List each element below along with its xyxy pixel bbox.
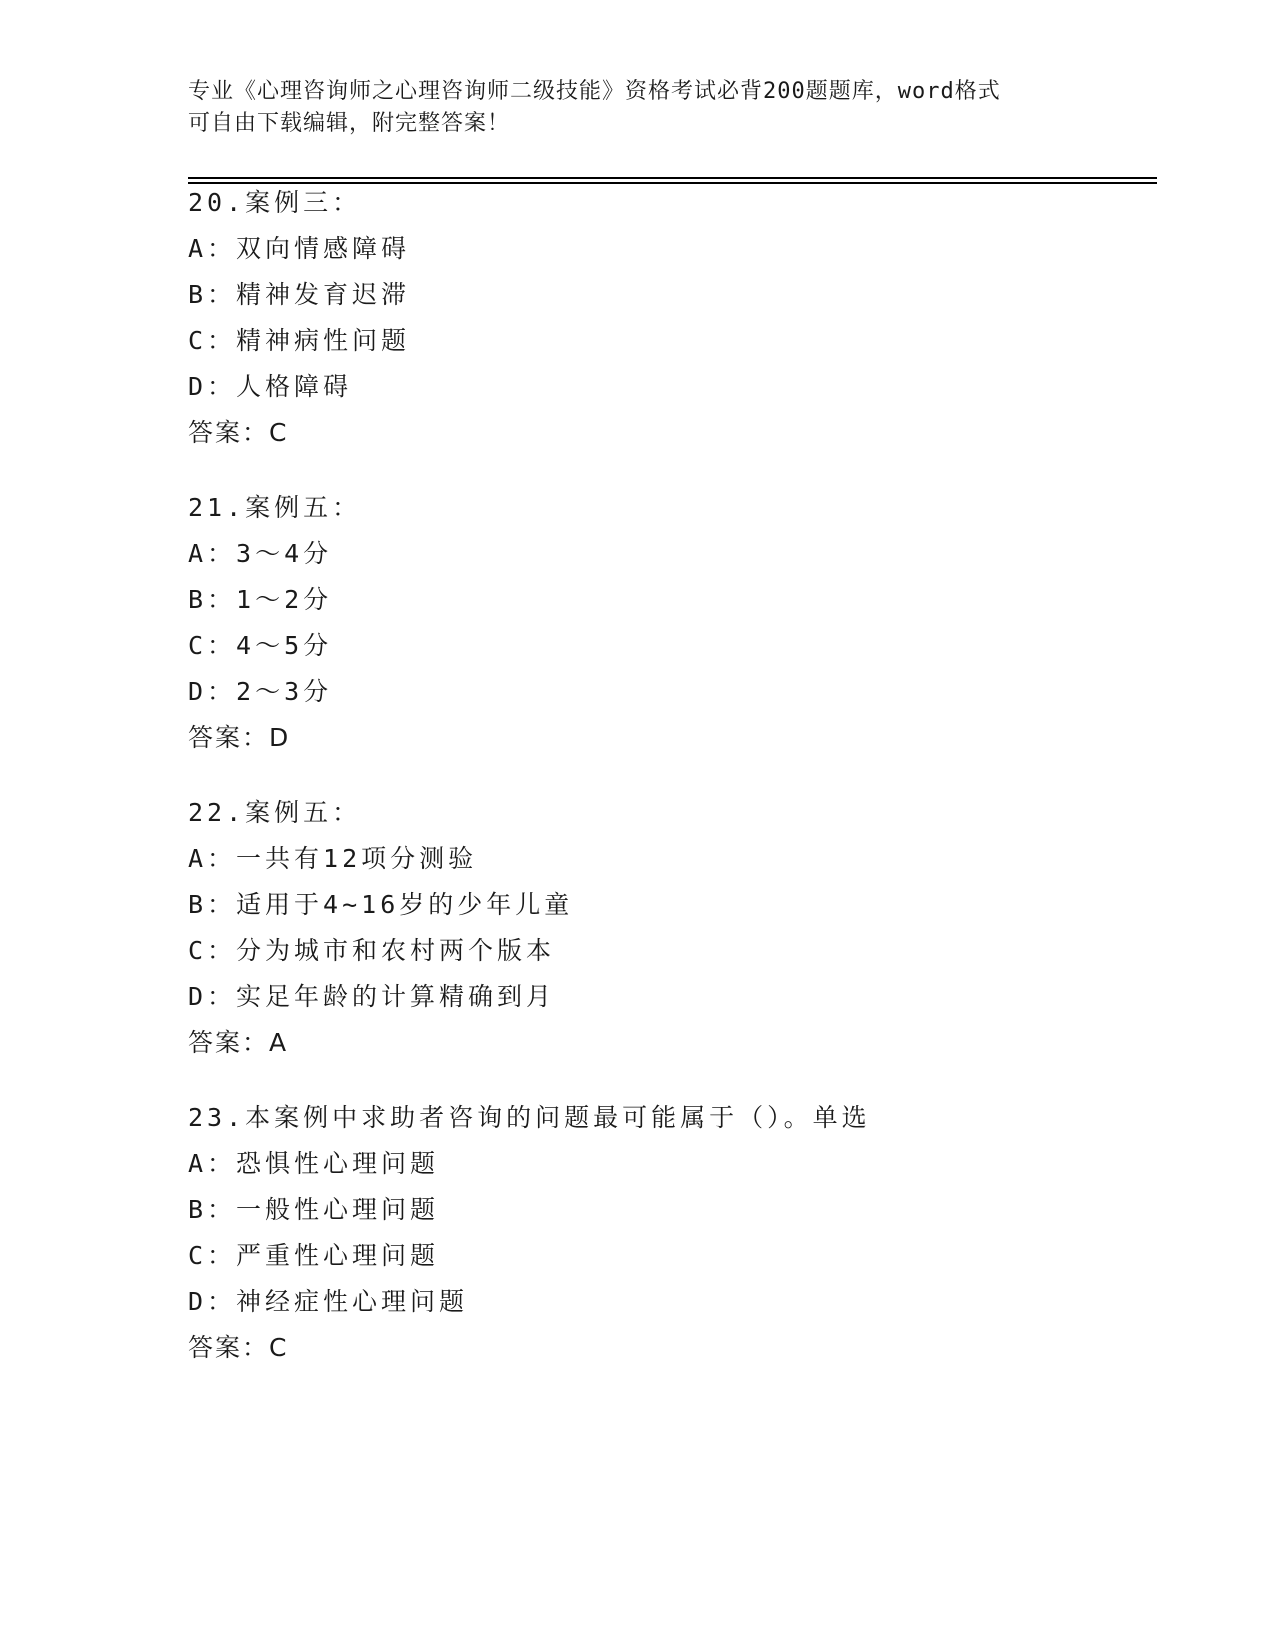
option-a: A：双向情感障碍 [188, 234, 411, 263]
option-c: C：分为城市和农村两个版本 [188, 936, 556, 965]
option-c: C：严重性心理问题 [188, 1241, 440, 1270]
option-d: D：神经症性心理问题 [188, 1287, 469, 1316]
question-stem: 20.案例三： [188, 188, 362, 217]
option-b: B：适用于4~16岁的少年儿童 [188, 890, 574, 919]
header-line-2: 可自由下载编辑，附完整答案！ [188, 111, 511, 136]
question-block [188, 790, 1148, 1066]
question-stem: 22.案例五： [188, 798, 362, 827]
option-b: B：1～2分 [188, 585, 333, 614]
question-stem: 21.案例五： [188, 493, 362, 522]
question-stem: 23.本案例中求助者咨询的问题最可能属于（）。单选 [188, 1103, 871, 1132]
question-block [188, 485, 1148, 761]
header-line-1: 专业《心理咨询师之心理咨询师二级技能》资格考试必背200题题库，word格式 [188, 79, 1001, 104]
document-header [188, 76, 1088, 140]
option-d: D：实足年龄的计算精确到月 [188, 982, 556, 1011]
answer-line: 答案：C [188, 1333, 289, 1362]
question-block [188, 1095, 1148, 1371]
answer-line: 答案：D [188, 723, 291, 752]
option-d: D：2～3分 [188, 677, 333, 706]
answer-line: 答案：C [188, 418, 289, 447]
header-divider-top [188, 177, 1157, 179]
option-b: B：精神发育迟滞 [188, 280, 411, 309]
option-c: C：精神病性问题 [188, 326, 411, 355]
option-b: B：一般性心理问题 [188, 1195, 440, 1224]
question-block [188, 180, 1148, 456]
option-a: A：恐惧性心理问题 [188, 1149, 440, 1178]
option-c: C：4～5分 [188, 631, 333, 660]
option-d: D：人格障碍 [188, 372, 353, 401]
answer-line: 答案：A [188, 1028, 289, 1057]
option-a: A：3～4分 [188, 539, 333, 568]
option-a: A：一共有12项分测验 [188, 844, 478, 873]
